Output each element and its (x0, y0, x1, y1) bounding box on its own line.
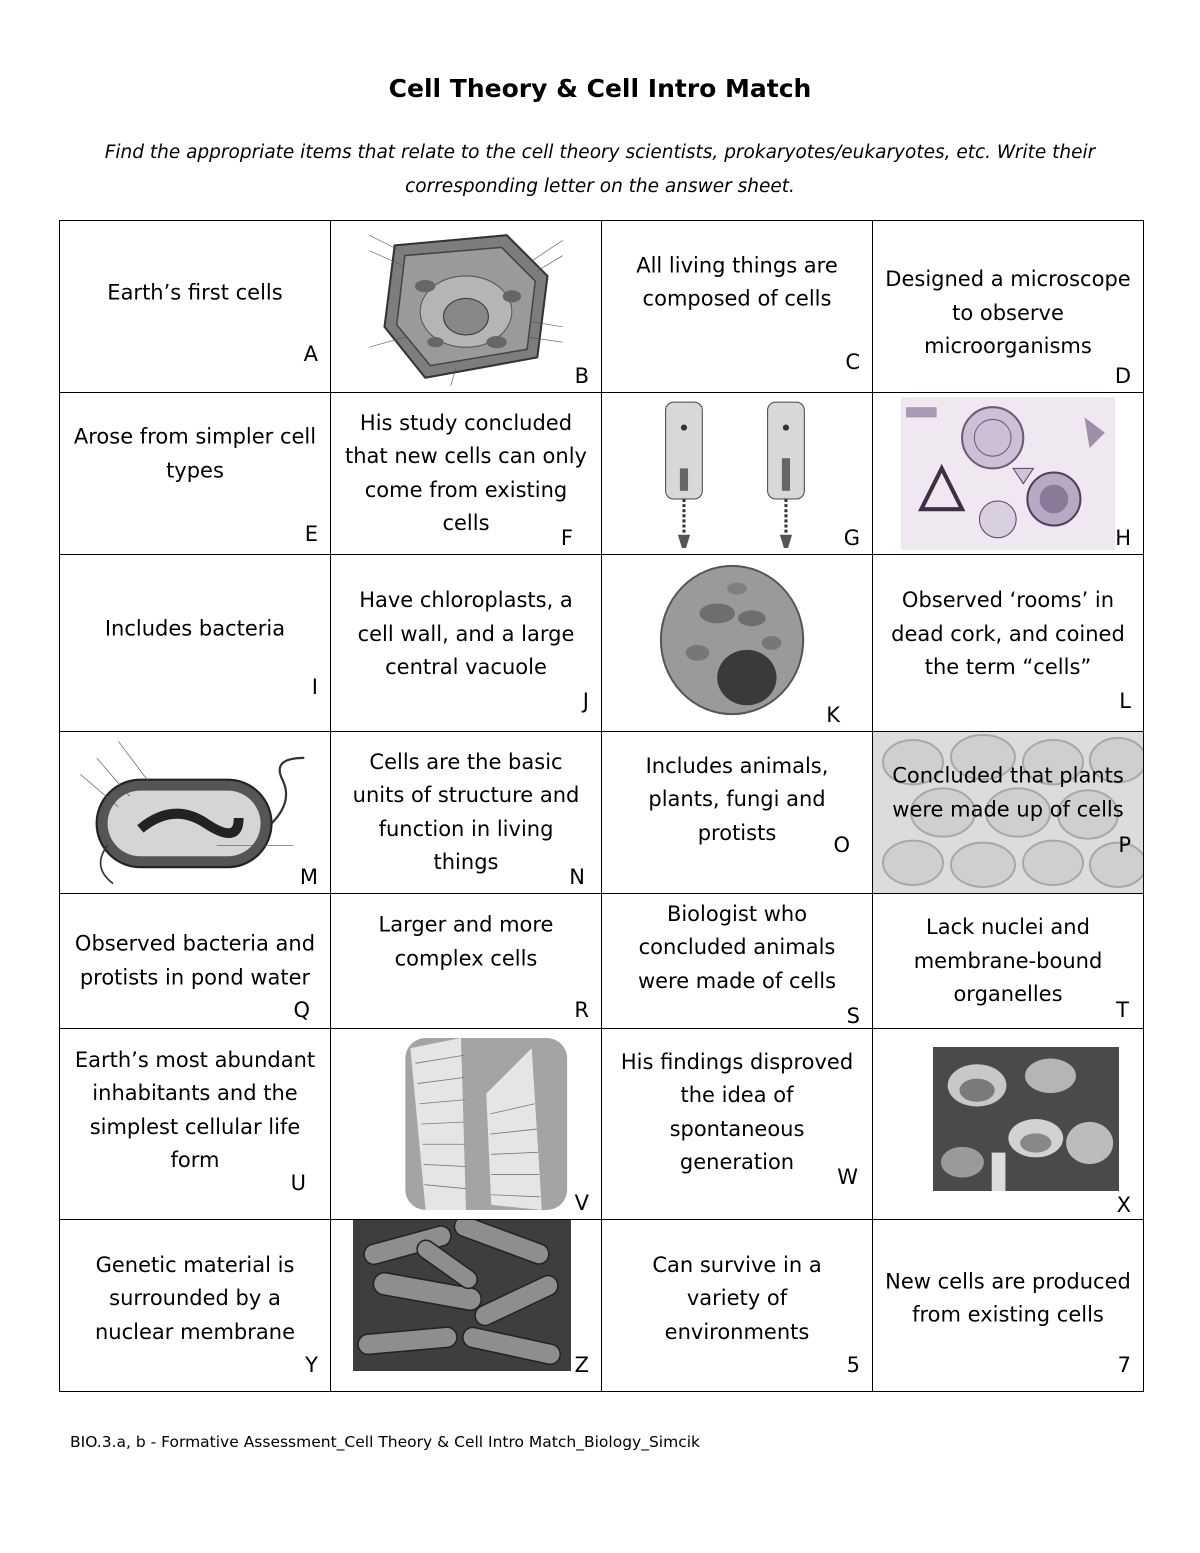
cell-c-text: All living things are composed of cells (636, 253, 838, 311)
cell-q (60, 894, 331, 1029)
cell-m-letter: M (299, 865, 318, 889)
cell-j (331, 555, 602, 732)
cell-v-letter: V (574, 1191, 589, 1215)
cell-c (602, 221, 873, 393)
footer: BIO.3.a, b - Formative Assessment_Cell Theory & Cell Intro Match_Biology_Simcik (70, 1433, 700, 1451)
cell-n-text: Cells are the basic units of structure and function in living things (352, 749, 580, 874)
cell-q-letter: Q (293, 998, 310, 1022)
cell-s-letter: S (846, 1004, 860, 1028)
cell-s-text: Biologist who concluded animals were made of cells (637, 901, 837, 993)
cell-y (60, 1220, 331, 1392)
cell-w-letter: W (837, 1165, 858, 1189)
cell-s (602, 894, 873, 1029)
cell-z-letter: Z (574, 1353, 589, 1377)
cell-y-text: Genetic material is surrounded by a nuclear membrane (95, 1252, 295, 1344)
cell-m (60, 732, 331, 894)
cell-f (331, 393, 602, 555)
cell-t-text: Lack nuclei and membrane-bound organelles (913, 914, 1103, 1006)
cell-e-text: Arose from simpler cell types (73, 424, 317, 483)
instructions: Find the appropriate items that relate to the cell theory scientists, prokaryotes/eukaryotes, etc. Write their corresponding letter on the answer sheet. (104, 142, 1096, 197)
cell-z (331, 1220, 602, 1392)
cell-o-text: Includes animals, plants, fungi and protists (645, 753, 829, 845)
cell-micrograph-image (608, 559, 866, 727)
cell-r-letter: R (574, 998, 589, 1022)
cell-7 (873, 1220, 1144, 1392)
page-title: Cell Theory & Cell Intro Match (388, 74, 812, 103)
bacterial-cell-image (66, 736, 324, 889)
cell-5-text: Can survive in a variety of environments (652, 1252, 822, 1344)
cork-cells-image (337, 1033, 595, 1215)
cell-u (60, 1029, 331, 1220)
rod-bacteria-image (353, 1220, 571, 1371)
match-grid (59, 220, 1144, 1392)
microscope-image (608, 397, 866, 550)
cell-i (60, 555, 331, 732)
cell-e (60, 393, 331, 555)
cell-g-letter: G (843, 526, 860, 550)
cell-q-text: Observed bacteria and protists in pond water (74, 931, 316, 989)
cell-p (873, 732, 1144, 894)
cell-a-letter: A (303, 342, 318, 366)
plant-cell-diagram-image (337, 225, 595, 388)
cell-j-letter: J (582, 689, 589, 713)
cell-l-letter: L (1119, 689, 1131, 713)
cell-v (331, 1029, 602, 1220)
cell-c-letter: C (845, 350, 860, 374)
cell-p-letter: P (1118, 833, 1131, 857)
cell-y-letter: Y (305, 1353, 318, 1377)
cell-n-letter: N (569, 865, 585, 889)
cell-o-letter: O (833, 833, 850, 857)
cell-k-letter: K (826, 703, 840, 727)
cell-5-letter: 5 (846, 1353, 860, 1377)
cell-7-letter: 7 (1117, 1353, 1131, 1377)
cell-d (873, 221, 1144, 393)
diatoms-image (879, 397, 1137, 550)
cell-u-letter: U (290, 1171, 306, 1195)
cell-w (602, 1029, 873, 1220)
cell-f-text: His study concluded that new cells can only come from existing cells (345, 410, 587, 535)
cell-u-text: Earth’s most abundant inhabitants and the simplest cellular life form (74, 1047, 316, 1173)
cell-i-letter: I (311, 675, 318, 699)
cell-t (873, 894, 1144, 1029)
cell-d-text: Designed a microscope to observe microorganisms (885, 267, 1131, 359)
cell-d-letter: D (1114, 364, 1131, 388)
cell-x (873, 1029, 1144, 1220)
cell-5 (602, 1220, 873, 1392)
cell-i-text: Includes bacteria (104, 616, 286, 641)
cell-b-letter: B (574, 364, 589, 388)
cell-l-text: Observed ‘rooms’ in dead cork, and coined the term “cells” (891, 587, 1125, 679)
cell-e-letter: E (304, 522, 318, 546)
cell-l (873, 555, 1144, 732)
cell-f-letter: F (560, 526, 573, 550)
cell-a (60, 221, 331, 393)
cell-g (602, 393, 873, 555)
cell-h (873, 393, 1144, 555)
cell-r-text: Larger and more complex cells (378, 912, 554, 971)
cell-n (331, 732, 602, 894)
cell-o (602, 732, 873, 894)
cell-b (331, 221, 602, 393)
mushrooms-image (933, 1047, 1119, 1191)
cell-r (331, 894, 602, 1029)
cell-w-text: His findings disproved the idea of spontaneous generation (620, 1049, 854, 1175)
cell-h-letter: H (1115, 526, 1131, 550)
cell-k (602, 555, 873, 732)
cell-p-text: Concluded that plants were made up of cells (892, 763, 1124, 822)
cell-t-letter: T (1116, 998, 1129, 1022)
cell-7-text: New cells are produced from existing cells (885, 1269, 1131, 1327)
cell-x-letter: X (1116, 1193, 1131, 1217)
cell-j-text: Have chloroplasts, a cell wall, and a large central vacuole (357, 587, 575, 679)
cell-a-text: Earth’s first cells (107, 280, 283, 305)
